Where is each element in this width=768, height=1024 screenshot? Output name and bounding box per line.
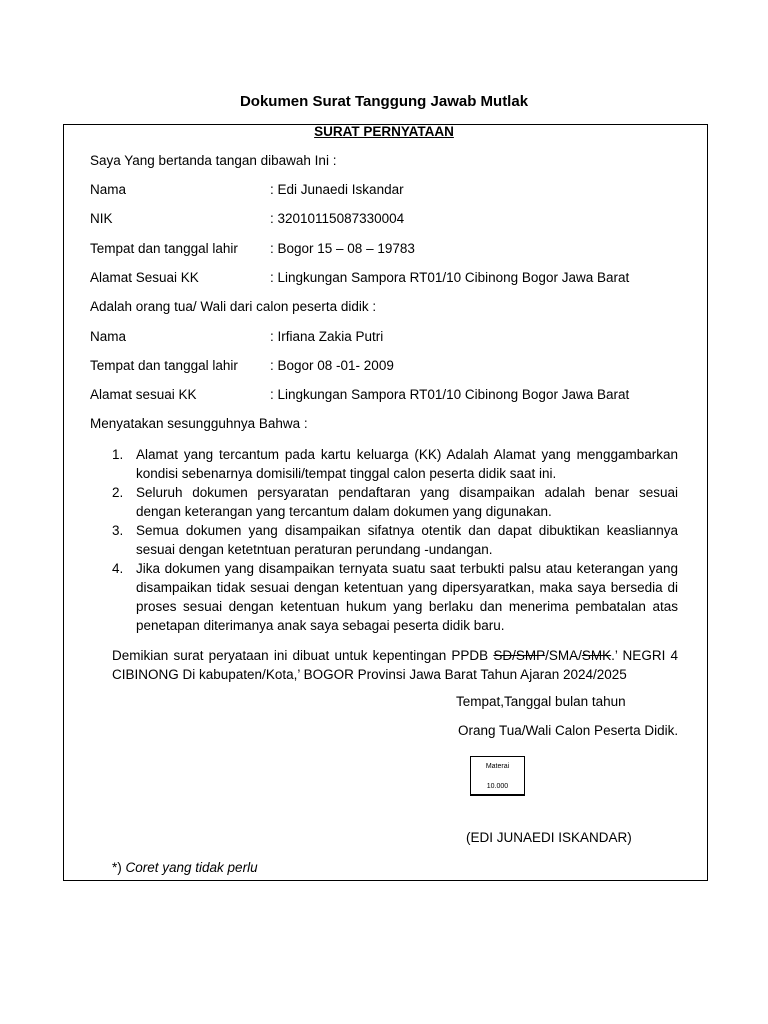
- parent-birth-value: : Bogor 15 – 08 – 19783: [270, 241, 415, 256]
- footnote: [112, 860, 258, 875]
- list-item: [112, 483, 678, 521]
- parent-nik-value: : 32010115087330004: [270, 211, 405, 226]
- list-text: Jika dokumen yang disampaikan ternyata suatu saat terbukti palsu atau keterangan yang disampaikan tidak sesuai dengan ketentuan yang dipersyaratkan, maka saya bersedia di proses sesuai dengan ketentuan hukum yang berlaku dan menerima pembatalan atas penetapan diterimanya anak saya sebagai peserta didik baru.: [136, 561, 678, 633]
- stamp-value: 10.000: [486, 783, 509, 790]
- closing-struck-2: SMK: [581, 648, 612, 663]
- place-date: Tempat,Tanggal bulan tahun: [456, 694, 626, 709]
- footnote-text: Coret yang tidak perlu: [125, 860, 258, 875]
- parent-address-value: : Lingkungan Sampora RT01/10 Cibinong Bogor Jawa Barat: [270, 270, 630, 285]
- parent-name-value: : Edi Junaedi Iskandar: [270, 182, 404, 197]
- footnote-mark: *): [112, 860, 126, 875]
- child-birth-value: : Bogor 08 -01- 2009: [270, 358, 394, 373]
- list-item: [112, 445, 678, 483]
- closing-struck-1: SD/SMP: [493, 648, 546, 663]
- list-text: Alamat yang tercantum pada kartu keluarga (KK) Adalah Alamat yang menggambarkan kondisi sebenarnya domisili/tempat tinggal calon peserta didik saat ini.: [136, 447, 678, 481]
- list-number: 2.: [112, 485, 124, 500]
- list-number: 4.: [112, 561, 124, 576]
- list-text: Semua dokumen yang disampaikan sifatnya otentik dan dapat dibuktikan keasliannya sesuai dengan ketetntuan peraturan perundang -undangan.: [136, 523, 678, 557]
- list-number: 3.: [112, 523, 124, 538]
- document-title: Dokumen Surat Tanggung Jawab Mutlak: [239, 93, 529, 110]
- letter-heading: SURAT PERNYATAAN: [314, 124, 454, 139]
- child-name-value: : Irfiana Zakia Putri: [270, 329, 384, 344]
- child-birth-label: Tempat dan tanggal lahir: [90, 358, 238, 373]
- closing-text-2: /SMA/: [545, 648, 582, 663]
- parent-birth-label: Tempat dan tanggal lahir: [90, 241, 238, 256]
- signer-role: Orang Tua/Wali Calon Peserta Didik.: [458, 723, 679, 738]
- child-intro-text: Adalah orang tua/ Wali dari calon peserta didik :: [90, 299, 377, 314]
- child-address-value: : Lingkungan Sampora RT01/10 Cibinong Bogor Jawa Barat: [270, 387, 630, 402]
- parent-name-label: Nama: [90, 182, 127, 197]
- stamp-label: Materai: [485, 763, 510, 770]
- list-number: 1.: [112, 447, 124, 462]
- closing-text-3: .’ NEGRI 4 CIBINONG Di kabupaten/Kota,’ BOGOR Provinsi Jawa Barat Tahun Ajaran 2024/2025: [112, 648, 678, 682]
- list-item: [112, 521, 678, 559]
- statement-list: [112, 445, 678, 635]
- list-text: Seluruh dokumen persyaratan pendaftaran yang disampaikan adalah benar sesuai dengan keterangan yang tercantum dalam dokumen yang digunakan.: [136, 485, 678, 519]
- statement-intro: Menyatakan sesungguhnya Bahwa :: [90, 416, 308, 431]
- intro-text: Saya Yang bertanda tangan dibawah Ini :: [90, 153, 337, 168]
- child-name-label: Nama: [90, 329, 127, 344]
- closing-paragraph: [112, 646, 678, 684]
- stamp-box: [470, 756, 525, 796]
- parent-address-label: Alamat Sesuai KK: [90, 270, 199, 285]
- parent-nik-label: NIK: [90, 211, 113, 226]
- signer-name: (EDI JUNAEDI ISKANDAR): [466, 830, 632, 845]
- closing-text-1: Demikian surat peryataan ini dibuat untuk kepentingan PPDB: [112, 648, 494, 663]
- list-item: [112, 559, 678, 635]
- child-address-label: Alamat sesuai KK: [90, 387, 197, 402]
